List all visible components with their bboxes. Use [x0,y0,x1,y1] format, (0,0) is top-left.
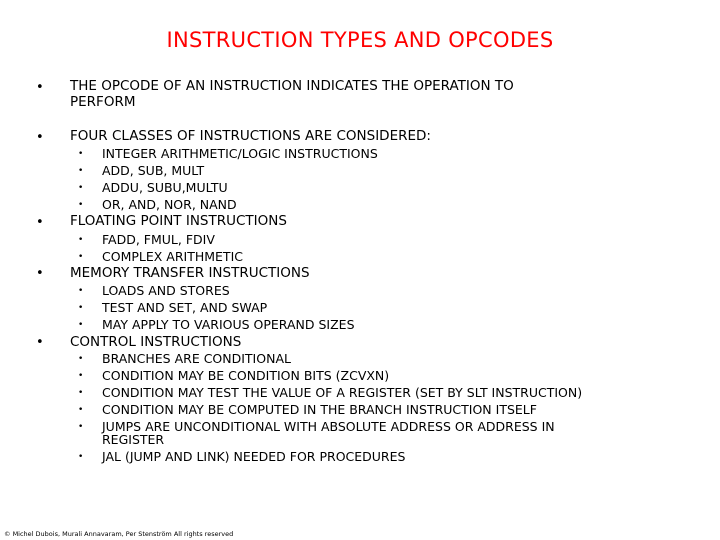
sub-item: INTEGER ARITHMETIC/LOGIC INSTRUCTIONS [102,146,378,161]
sub-item: ADD, SUB, MULT [102,163,205,178]
sub-item: LOADS AND STORES [102,283,230,298]
sub-item: JAL (JUMP AND LINK) NEEDED FOR PROCEDURES [102,449,406,464]
sub-bullet-marker: • [78,252,84,262]
group-label-memory-transfer: MEMORY TRANSFER INSTRUCTIONS [70,265,310,281]
group-label-floating-point: FLOATING POINT INSTRUCTIONS [70,213,287,229]
slide-title: INSTRUCTION TYPES AND OPCODES [166,28,554,52]
sub-item: TEST AND SET, AND SWAP [102,300,268,315]
sub-bullet-marker: • [78,371,84,381]
sub-bullet-marker: • [78,388,84,398]
bullet-marker: • [36,80,44,95]
bullet-marker: • [36,130,44,145]
sub-item-continuation: REGISTER [102,432,165,447]
sub-item: CONDITION MAY BE COMPUTED IN THE BRANCH INSTRUCTION ITSELF [102,402,537,417]
sub-item: OR, AND, NOR, NAND [102,197,237,212]
sub-bullet-marker: • [78,452,84,462]
sub-item: COMPLEX ARITHMETIC [102,249,243,264]
sub-item: FADD, FMUL, FDIV [102,232,215,247]
sub-item: CONDITION MAY TEST THE VALUE OF A REGISTER (SET BY SLT INSTRUCTION) [102,385,583,400]
bullet-marker: • [36,215,44,230]
sub-item: ADDU, SUBU,MULTU [102,180,228,195]
sub-item: MAY APPLY TO VARIOUS OPERAND SIZES [102,317,355,332]
sub-bullet-marker: • [78,303,84,313]
group-label-control: CONTROL INSTRUCTIONS [70,334,242,350]
copyright-footer: © Michel Dubois, Murali Annavaram, Per Stenström All rights reserved [4,530,234,538]
bullet-text-opcode-1: THE OPCODE OF AN INSTRUCTION INDICATES THE OPERATION TO [70,78,514,94]
sub-bullet-marker: • [78,183,84,193]
sub-bullet-marker: • [78,149,84,159]
sub-bullet-marker: • [78,166,84,176]
bullet-text-opcode-2: PERFORM [70,94,136,110]
sub-bullet-marker: • [78,200,84,210]
sub-item: JUMPS ARE UNCONDITIONAL WITH ABSOLUTE ADDRESS OR ADDRESS IN [102,419,555,434]
sub-bullet-marker: • [78,354,84,364]
sub-bullet-marker: • [78,320,84,330]
sub-bullet-marker: • [78,235,84,245]
bullet-marker: • [36,266,44,281]
sub-bullet-marker: • [78,286,84,296]
sub-bullet-marker: • [78,405,84,415]
sub-item: BRANCHES ARE CONDITIONAL [102,351,291,366]
sub-item: CONDITION MAY BE CONDITION BITS (ZCVXN) [102,368,390,383]
sub-bullet-marker: • [78,422,84,432]
bullet-marker: • [36,335,44,350]
bullet-text-four-classes: FOUR CLASSES OF INSTRUCTIONS ARE CONSIDERED: [70,128,431,144]
